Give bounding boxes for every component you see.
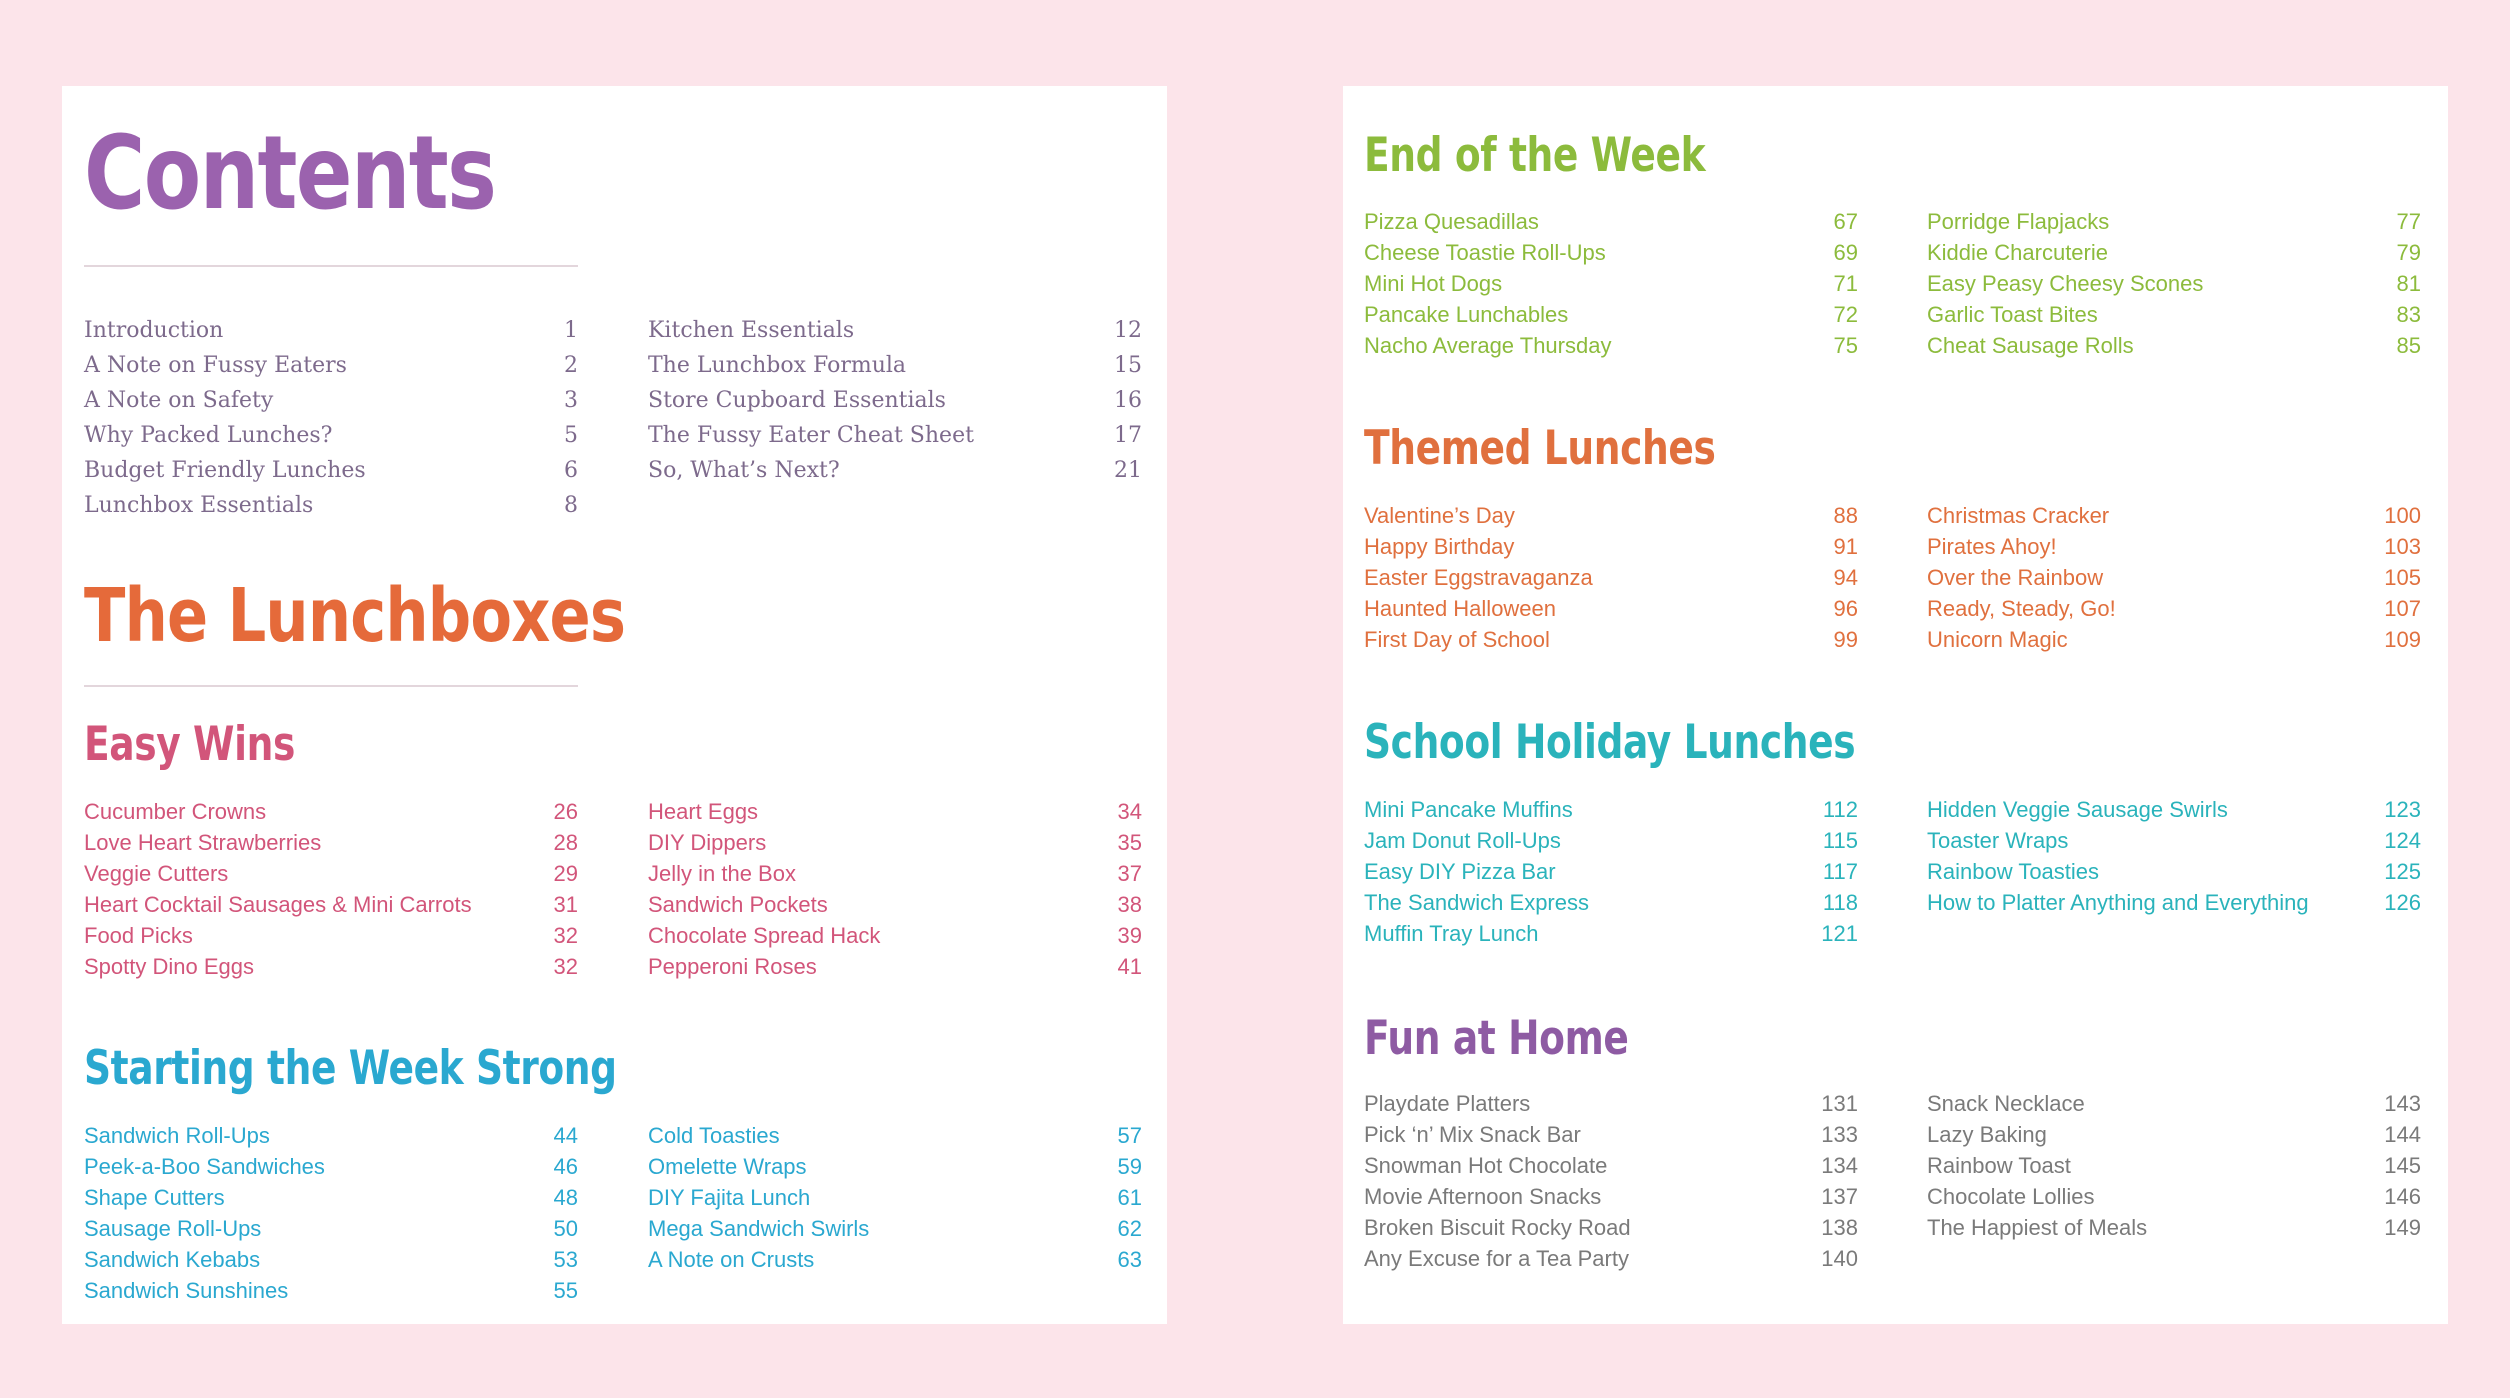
entry-title: Sausage Roll-Ups	[84, 1216, 262, 1241]
page-number: 63	[1117, 1247, 1142, 1272]
starting-week-col-2	[648, 1120, 1142, 1275]
toc-entry	[1364, 237, 1858, 268]
page-number: 28	[553, 830, 578, 855]
section-heading-end-of-week: End of the Week	[1364, 128, 1706, 183]
page-number: 125	[2384, 859, 2421, 884]
entry-title: Heart Eggs	[648, 799, 759, 824]
toc-entry	[1927, 1181, 2421, 1212]
page-number: 34	[1117, 799, 1142, 824]
entry-title: Playdate Platters	[1364, 1091, 1531, 1116]
entry-title: Easter Eggstravaganza	[1364, 565, 1593, 590]
page-number: 140	[1821, 1246, 1858, 1271]
entry-title: Jelly in the Box	[648, 861, 796, 886]
page-number: 100	[2384, 503, 2421, 528]
end-of-week-col-2	[1927, 206, 2421, 361]
page-number: 59	[1117, 1154, 1142, 1179]
entry-title: Toaster Wraps	[1927, 828, 2069, 853]
page-number: 26	[553, 799, 578, 824]
toc-entry	[1927, 887, 2421, 918]
section-heading-starting-week: Starting the Week Strong	[84, 1041, 617, 1096]
entry-title: Pepperoni Roses	[648, 954, 817, 979]
page-number: 61	[1117, 1185, 1142, 1210]
toc-entry	[1927, 1150, 2421, 1181]
fun-at-home-col-2	[1927, 1088, 2421, 1243]
page-number: 137	[1821, 1184, 1858, 1209]
toc-entry	[1364, 330, 1858, 361]
toc-entry	[648, 920, 1142, 951]
entry-title: Snowman Hot Chocolate	[1364, 1153, 1608, 1178]
page-number: 134	[1821, 1153, 1858, 1178]
entry-title: The Happiest of Meals	[1927, 1215, 2148, 1240]
toc-entry	[1364, 500, 1858, 531]
toc-entry	[84, 383, 578, 418]
entry-title: Omelette Wraps	[648, 1154, 807, 1179]
entry-title: Porridge Flapjacks	[1927, 209, 2110, 234]
entry-title: Happy Birthday	[1364, 534, 1515, 559]
page-number: 21	[1114, 458, 1142, 483]
entry-title: The Sandwich Express	[1364, 890, 1589, 915]
page-number: 2	[564, 353, 578, 378]
entry-title: Cucumber Crowns	[84, 799, 267, 824]
page-number: 71	[1833, 271, 1858, 296]
page-number: 138	[1821, 1215, 1858, 1240]
toc-entry	[84, 920, 578, 951]
page-number: 55	[553, 1278, 578, 1303]
page-number: 143	[2384, 1091, 2421, 1116]
entry-title: Valentine’s Day	[1364, 503, 1515, 528]
toc-entry	[84, 889, 578, 920]
section-heading-themed: Themed Lunches	[1364, 421, 1716, 476]
entry-title: Cold Toasties	[648, 1123, 780, 1148]
toc-entry	[1927, 531, 2421, 562]
toc-entry	[648, 383, 1142, 418]
toc-entry	[1927, 237, 2421, 268]
entry-title: DIY Dippers	[648, 830, 767, 855]
easy-wins-col-2	[648, 796, 1142, 982]
entry-title: Pancake Lunchables	[1364, 302, 1569, 327]
divider	[84, 265, 578, 267]
toc-entry	[1927, 825, 2421, 856]
entry-title: Heart Cocktail Sausages & Mini Carrots	[84, 892, 472, 917]
toc-entry	[84, 827, 578, 858]
left-page	[62, 86, 1167, 1324]
page-number: 39	[1117, 923, 1142, 948]
lunchboxes-title: The Lunchboxes	[84, 573, 626, 659]
toc-entry	[1927, 593, 2421, 624]
entry-title: First Day of School	[1364, 627, 1550, 652]
page-number: 103	[2384, 534, 2421, 559]
toc-entry	[1364, 856, 1858, 887]
page-number: 12	[1114, 318, 1142, 343]
toc-entry	[1364, 1088, 1858, 1119]
toc-entry	[84, 348, 578, 383]
page-number: 85	[2396, 333, 2421, 358]
entry-title: The Fussy Eater Cheat Sheet	[648, 423, 974, 448]
page-number: 81	[2396, 271, 2421, 296]
entry-title: Shape Cutters	[84, 1185, 225, 1210]
entry-title: Budget Friendly Lunches	[84, 458, 366, 483]
entry-title: Ready, Steady, Go!	[1927, 596, 2116, 621]
toc-entry	[1364, 624, 1858, 655]
page-number: 118	[1822, 890, 1858, 915]
end-of-week-col-1	[1364, 206, 1858, 361]
page-number: 94	[1833, 565, 1858, 590]
school-holiday-col-1	[1364, 794, 1858, 949]
toc-entry	[648, 418, 1142, 453]
entry-title: Veggie Cutters	[84, 861, 229, 886]
toc-entry	[84, 1275, 578, 1306]
toc-entry	[648, 827, 1142, 858]
toc-entry	[1927, 624, 2421, 655]
entry-title: Food Picks	[84, 923, 193, 948]
page-number: 6	[564, 458, 578, 483]
toc-entry	[84, 796, 578, 827]
toc-entry	[648, 453, 1142, 488]
entry-title: Rainbow Toasties	[1927, 859, 2100, 884]
entry-title: Pizza Quesadillas	[1364, 209, 1539, 234]
page-number: 99	[1833, 627, 1858, 652]
toc-entry	[84, 488, 578, 523]
entry-title: Sandwich Sunshines	[84, 1278, 289, 1303]
toc-entry	[1364, 593, 1858, 624]
page-number: 72	[1833, 302, 1858, 327]
page-number: 29	[553, 861, 578, 886]
entry-title: Easy DIY Pizza Bar	[1364, 859, 1556, 884]
entry-title: Pick ‘n’ Mix Snack Bar	[1364, 1122, 1581, 1147]
entry-title: How to Platter Anything and Everything	[1927, 890, 2309, 915]
page-number: 35	[1117, 830, 1142, 855]
page-number: 75	[1833, 333, 1858, 358]
entry-title: Love Heart Strawberries	[84, 830, 322, 855]
section-heading-school-holiday: School Holiday Lunches	[1364, 715, 1856, 770]
toc-entry	[1364, 887, 1858, 918]
entry-title: A Note on Fussy Eaters	[84, 353, 347, 378]
entry-title: The Lunchbox Formula	[648, 353, 907, 378]
entry-title: Rainbow Toast	[1927, 1153, 2071, 1178]
entry-title: Snack Necklace	[1927, 1091, 2085, 1116]
toc-entry	[648, 951, 1142, 982]
entry-title: Store Cupboard Essentials	[648, 388, 946, 413]
page-number: 1	[564, 318, 578, 343]
entry-title: Sandwich Pockets	[648, 892, 828, 917]
toc-entry	[648, 348, 1142, 383]
page-number: 67	[1833, 209, 1858, 234]
entry-title: Any Excuse for a Tea Party	[1364, 1246, 1629, 1271]
page-number: 131	[1821, 1091, 1858, 1116]
entry-title: Unicorn Magic	[1927, 627, 2068, 652]
page-number: 146	[2384, 1184, 2421, 1209]
fun-at-home-col-1	[1364, 1088, 1858, 1274]
entry-title: A Note on Safety	[84, 388, 274, 413]
page-number: 16	[1114, 388, 1142, 413]
toc-entry	[84, 418, 578, 453]
toc-entry	[1927, 330, 2421, 361]
toc-entry	[1364, 531, 1858, 562]
toc-entry	[1364, 268, 1858, 299]
toc-entry	[1364, 1181, 1858, 1212]
entry-title: Cheat Sausage Rolls	[1927, 333, 2134, 358]
entry-title: Jam Donut Roll-Ups	[1364, 828, 1561, 853]
toc-entry	[1364, 1150, 1858, 1181]
toc-entry	[1927, 206, 2421, 237]
toc-entry	[1364, 1212, 1858, 1243]
toc-entry	[1927, 299, 2421, 330]
starting-week-col-1	[84, 1120, 578, 1306]
toc-entry	[84, 1213, 578, 1244]
page-number: 88	[1833, 503, 1858, 528]
entry-title: Why Packed Lunches?	[84, 423, 333, 448]
contents-title: Contents	[84, 114, 496, 233]
toc-entry	[648, 313, 1142, 348]
toc-entry	[1927, 1088, 2421, 1119]
toc-entry	[84, 1151, 578, 1182]
toc-entry	[648, 1120, 1142, 1151]
page-number: 91	[1833, 534, 1858, 559]
entry-title: Hidden Veggie Sausage Swirls	[1927, 797, 2228, 822]
page-number: 123	[2384, 797, 2421, 822]
entry-title: Sandwich Roll-Ups	[84, 1123, 270, 1148]
front-matter-col-1	[84, 313, 578, 523]
page-number: 5	[564, 423, 578, 448]
page-number: 46	[553, 1154, 578, 1179]
toc-entry	[648, 1182, 1142, 1213]
toc-entry	[1927, 500, 2421, 531]
entry-title: Movie Afternoon Snacks	[1364, 1184, 1602, 1209]
page-number: 126	[2384, 890, 2421, 915]
page-number: 96	[1833, 596, 1858, 621]
toc-entry	[1927, 562, 2421, 593]
entry-title: Lazy Baking	[1927, 1122, 2047, 1147]
toc-entry	[648, 1244, 1142, 1275]
page-number: 41	[1117, 954, 1142, 979]
page-number: 149	[2384, 1215, 2421, 1240]
front-matter-col-2	[648, 313, 1142, 488]
page-number: 117	[1822, 859, 1858, 884]
toc-entry	[1927, 1212, 2421, 1243]
page-number: 53	[553, 1247, 578, 1272]
toc-entry	[1364, 918, 1858, 949]
entry-title: Easy Peasy Cheesy Scones	[1927, 271, 2204, 296]
page-number: 121	[1821, 921, 1858, 946]
toc-entry	[1364, 794, 1858, 825]
entry-title: A Note on Crusts	[648, 1247, 815, 1272]
page-number: 57	[1117, 1123, 1142, 1148]
page-number: 124	[2384, 828, 2421, 853]
toc-entry	[648, 889, 1142, 920]
page-number: 50	[553, 1216, 578, 1241]
page-number: 105	[2384, 565, 2421, 590]
page-number: 109	[2384, 627, 2421, 652]
toc-entry	[1364, 1243, 1858, 1274]
toc-entry	[1364, 825, 1858, 856]
themed-col-1	[1364, 500, 1858, 655]
page-number: 62	[1117, 1216, 1142, 1241]
toc-entry	[1364, 1119, 1858, 1150]
page-number: 107	[2384, 596, 2421, 621]
page-number: 37	[1117, 861, 1142, 886]
page-number: 31	[553, 892, 578, 917]
page-number: 115	[1822, 828, 1858, 853]
entry-title: Haunted Halloween	[1364, 596, 1557, 621]
entry-title: Broken Biscuit Rocky Road	[1364, 1215, 1631, 1240]
toc-entry	[84, 1182, 578, 1213]
page-number: 17	[1114, 423, 1142, 448]
entry-title: Garlic Toast Bites	[1927, 302, 2098, 327]
page-number: 32	[553, 923, 578, 948]
page-number: 69	[1833, 240, 1858, 265]
right-page	[1343, 86, 2448, 1324]
toc-entry	[1927, 856, 2421, 887]
page-number: 112	[1822, 797, 1858, 822]
school-holiday-col-2	[1927, 794, 2421, 918]
entry-title: Cheese Toastie Roll-Ups	[1364, 240, 1606, 265]
entry-title: Kitchen Essentials	[648, 318, 855, 343]
entry-title: Chocolate Spread Hack	[648, 923, 881, 948]
section-heading-fun-at-home: Fun at Home	[1364, 1011, 1629, 1066]
toc-entry	[648, 1213, 1142, 1244]
toc-entry	[648, 796, 1142, 827]
page-number: 83	[2396, 302, 2421, 327]
entry-title: Mega Sandwich Swirls	[648, 1216, 870, 1241]
page-number: 38	[1117, 892, 1142, 917]
toc-entry	[84, 858, 578, 889]
entry-title: Spotty Dino Eggs	[84, 954, 254, 979]
entry-title: Sandwich Kebabs	[84, 1247, 261, 1272]
entry-title: Christmas Cracker	[1927, 503, 2110, 528]
toc-entry	[1364, 562, 1858, 593]
toc-entry	[84, 1120, 578, 1151]
page-number: 144	[2384, 1122, 2421, 1147]
entry-title: Mini Pancake Muffins	[1364, 797, 1573, 822]
page-number: 3	[564, 388, 578, 413]
page-number: 145	[2384, 1153, 2421, 1178]
entry-title: Muffin Tray Lunch	[1364, 921, 1539, 946]
toc-entry	[84, 1244, 578, 1275]
entry-title: Kiddie Charcuterie	[1927, 240, 2108, 265]
page-number: 77	[2396, 209, 2421, 234]
toc-entry	[1364, 206, 1858, 237]
entry-title: DIY Fajita Lunch	[648, 1185, 811, 1210]
toc-entry	[1927, 1119, 2421, 1150]
page-number: 79	[2396, 240, 2421, 265]
easy-wins-col-1	[84, 796, 578, 982]
page-number: 15	[1114, 353, 1142, 378]
entry-title: Peek-a-Boo Sandwiches	[84, 1154, 325, 1179]
toc-entry	[648, 858, 1142, 889]
entry-title: Over the Rainbow	[1927, 565, 2104, 590]
entry-title: Nacho Average Thursday	[1364, 333, 1612, 358]
toc-entry	[1927, 268, 2421, 299]
divider	[84, 685, 578, 687]
page-number: 32	[553, 954, 578, 979]
themed-col-2	[1927, 500, 2421, 655]
toc-entry	[1364, 299, 1858, 330]
toc-entry	[648, 1151, 1142, 1182]
toc-entry	[84, 453, 578, 488]
page-number: 133	[1821, 1122, 1858, 1147]
toc-entry	[84, 951, 578, 982]
toc-entry	[1927, 794, 2421, 825]
entry-title: Introduction	[84, 318, 224, 343]
entry-title: Pirates Ahoy!	[1927, 534, 2057, 559]
entry-title: Chocolate Lollies	[1927, 1184, 2095, 1209]
toc-entry	[84, 313, 578, 348]
section-heading-easy-wins: Easy Wins	[84, 717, 295, 772]
entry-title: Mini Hot Dogs	[1364, 271, 1503, 296]
entry-title: Lunchbox Essentials	[84, 493, 314, 518]
page-number: 44	[553, 1123, 578, 1148]
page-number: 8	[564, 493, 578, 518]
entry-title: So, What’s Next?	[648, 458, 840, 483]
page-number: 48	[553, 1185, 578, 1210]
